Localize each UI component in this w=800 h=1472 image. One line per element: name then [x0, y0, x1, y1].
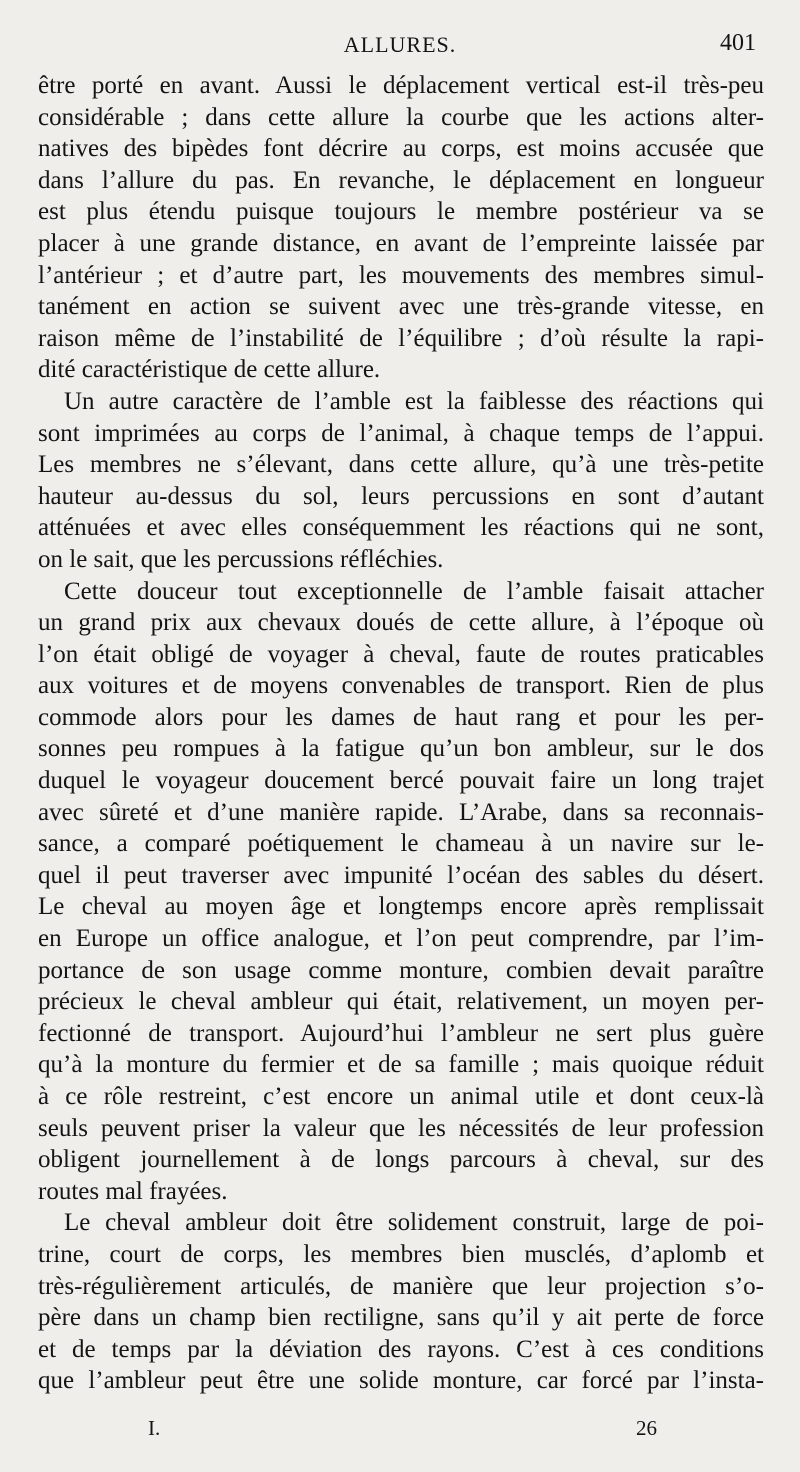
body-text [38, 70, 764, 1397]
text-line: considérable ; dans cette allure la courbe que les actions alter- [38, 103, 764, 131]
text-line: être porté en avant. Aussi le déplacement vertical est-il très-peu [38, 72, 764, 99]
paragraph [38, 576, 764, 1208]
text-line: aux voitures et de moyens convenables de transport. Rien de plus [38, 672, 764, 700]
text-line: Un autre caractère de l’amble est la faiblesse des réactions qui [64, 387, 764, 415]
text-line: hauteur au-dessus du sol, leurs percussions en sont d’autant [38, 482, 764, 510]
text-line: l’on était obligé de voyager à cheval, faute de routes praticables [38, 640, 764, 668]
text-line: un grand prix aux chevaux doués de cette allure, à l’époque où [38, 609, 764, 637]
text-line: avec sûreté et d’une manière rapide. L’Arabe, dans sa reconnais- [38, 798, 764, 826]
text-line: raison même de l’instabilité de l’équilibre ; d’où résulte la rapi- [38, 324, 764, 352]
text-line: et de temps par la déviation des rayons. C’est à ces conditions [38, 1335, 764, 1363]
text-line: quel il peut traverser avec impunité l’océan des sables du désert. [38, 861, 764, 889]
paragraph [38, 386, 764, 576]
text-line: on le sait, que les percussions réfléchies. [38, 545, 444, 573]
paragraph [38, 70, 764, 386]
text-line: en Europe un office analogue, et l’on peut comprendre, par l’im- [38, 925, 764, 953]
text-line: Les membres ne s’élevant, dans cette allure, qu’à une très-petite [38, 451, 764, 479]
text-line: dans l’allure du pas. En revanche, le déplacement en longueur [38, 166, 764, 194]
text-line: duquel le voyageur doucement bercé pouvait faire un long trajet [38, 767, 764, 795]
text-line: Le cheval ambleur doit être solidement construit, large de poi- [64, 1209, 764, 1237]
text-line: sont imprimées au corps de l’animal, à chaque temps de l’appui. [38, 419, 764, 447]
text-line: tanément en action se suivent avec une très-grande vitesse, en [38, 293, 764, 321]
text-line: obligent journellement à de longs parcours à cheval, sur des [38, 1146, 764, 1174]
text-line: Cette douceur tout exceptionnelle de l’amble faisait attacher [64, 577, 764, 605]
text-line: est plus étendu puisque toujours le membre postérieur va se [38, 198, 764, 226]
paragraph [38, 1207, 764, 1397]
text-line: trine, court de corps, les membres bien musclés, d’aplomb et [38, 1240, 764, 1268]
page-number: 401 [720, 30, 756, 56]
text-line: atténuées et avec elles conséquemment les réactions qui ne sont, [38, 514, 764, 542]
text-line: dité caractéristique de cette allure. [38, 356, 381, 384]
text-line: très-régulièrement articulés, de manière que leur projection s’o- [38, 1272, 764, 1300]
text-line: Le cheval au moyen âge et longtemps encore après remplissait [38, 893, 764, 921]
text-line: sonnes peu rompues à la fatigue qu’un bon ambleur, sur le dos [38, 735, 764, 763]
text-line: père dans un champ bien rectiligne, sans qu’il y ait perte de force [38, 1304, 764, 1332]
text-line: l’antérieur ; et d’autre part, les mouvements des membres simul- [38, 261, 764, 289]
text-line: commode alors pour les dames de haut rang et pour les per- [38, 703, 764, 731]
running-title: ALLURES. [343, 32, 457, 57]
text-line: précieux le cheval ambleur qui était, relativement, un moyen per- [38, 988, 764, 1016]
page-footer [40, 1414, 760, 1444]
signature-mark: I. [148, 1416, 161, 1440]
text-line: portance de son usage comme monture, combien devait paraître [38, 956, 764, 984]
text-line: seuls peuvent priser la valeur que les nécessités de leur profession [38, 1114, 764, 1142]
text-line: sance, a comparé poétiquement le chameau à un navire sur le- [38, 830, 764, 858]
text-line: fectionné de transport. Aujourd’hui l’ambleur ne sert plus guère [38, 1019, 764, 1047]
text-line: que l’ambleur peut être une solide monture, car forcé par l’insta- [38, 1367, 764, 1395]
text-line: routes mal frayées. [38, 1177, 228, 1205]
text-line: qu’à la monture du fermier et de sa famille ; mais quoique réduit [38, 1051, 764, 1079]
text-line: à ce rôle restreint, c’est encore un animal utile et dont ceux-là [38, 1083, 764, 1110]
text-line: natives des bipèdes font décrire au corps, est moins accusée que [38, 135, 764, 163]
page-header [40, 30, 760, 64]
sheet-number: 26 [636, 1416, 657, 1440]
text-line: placer à une grande distance, en avant de l’empreinte laissée par [38, 229, 764, 257]
